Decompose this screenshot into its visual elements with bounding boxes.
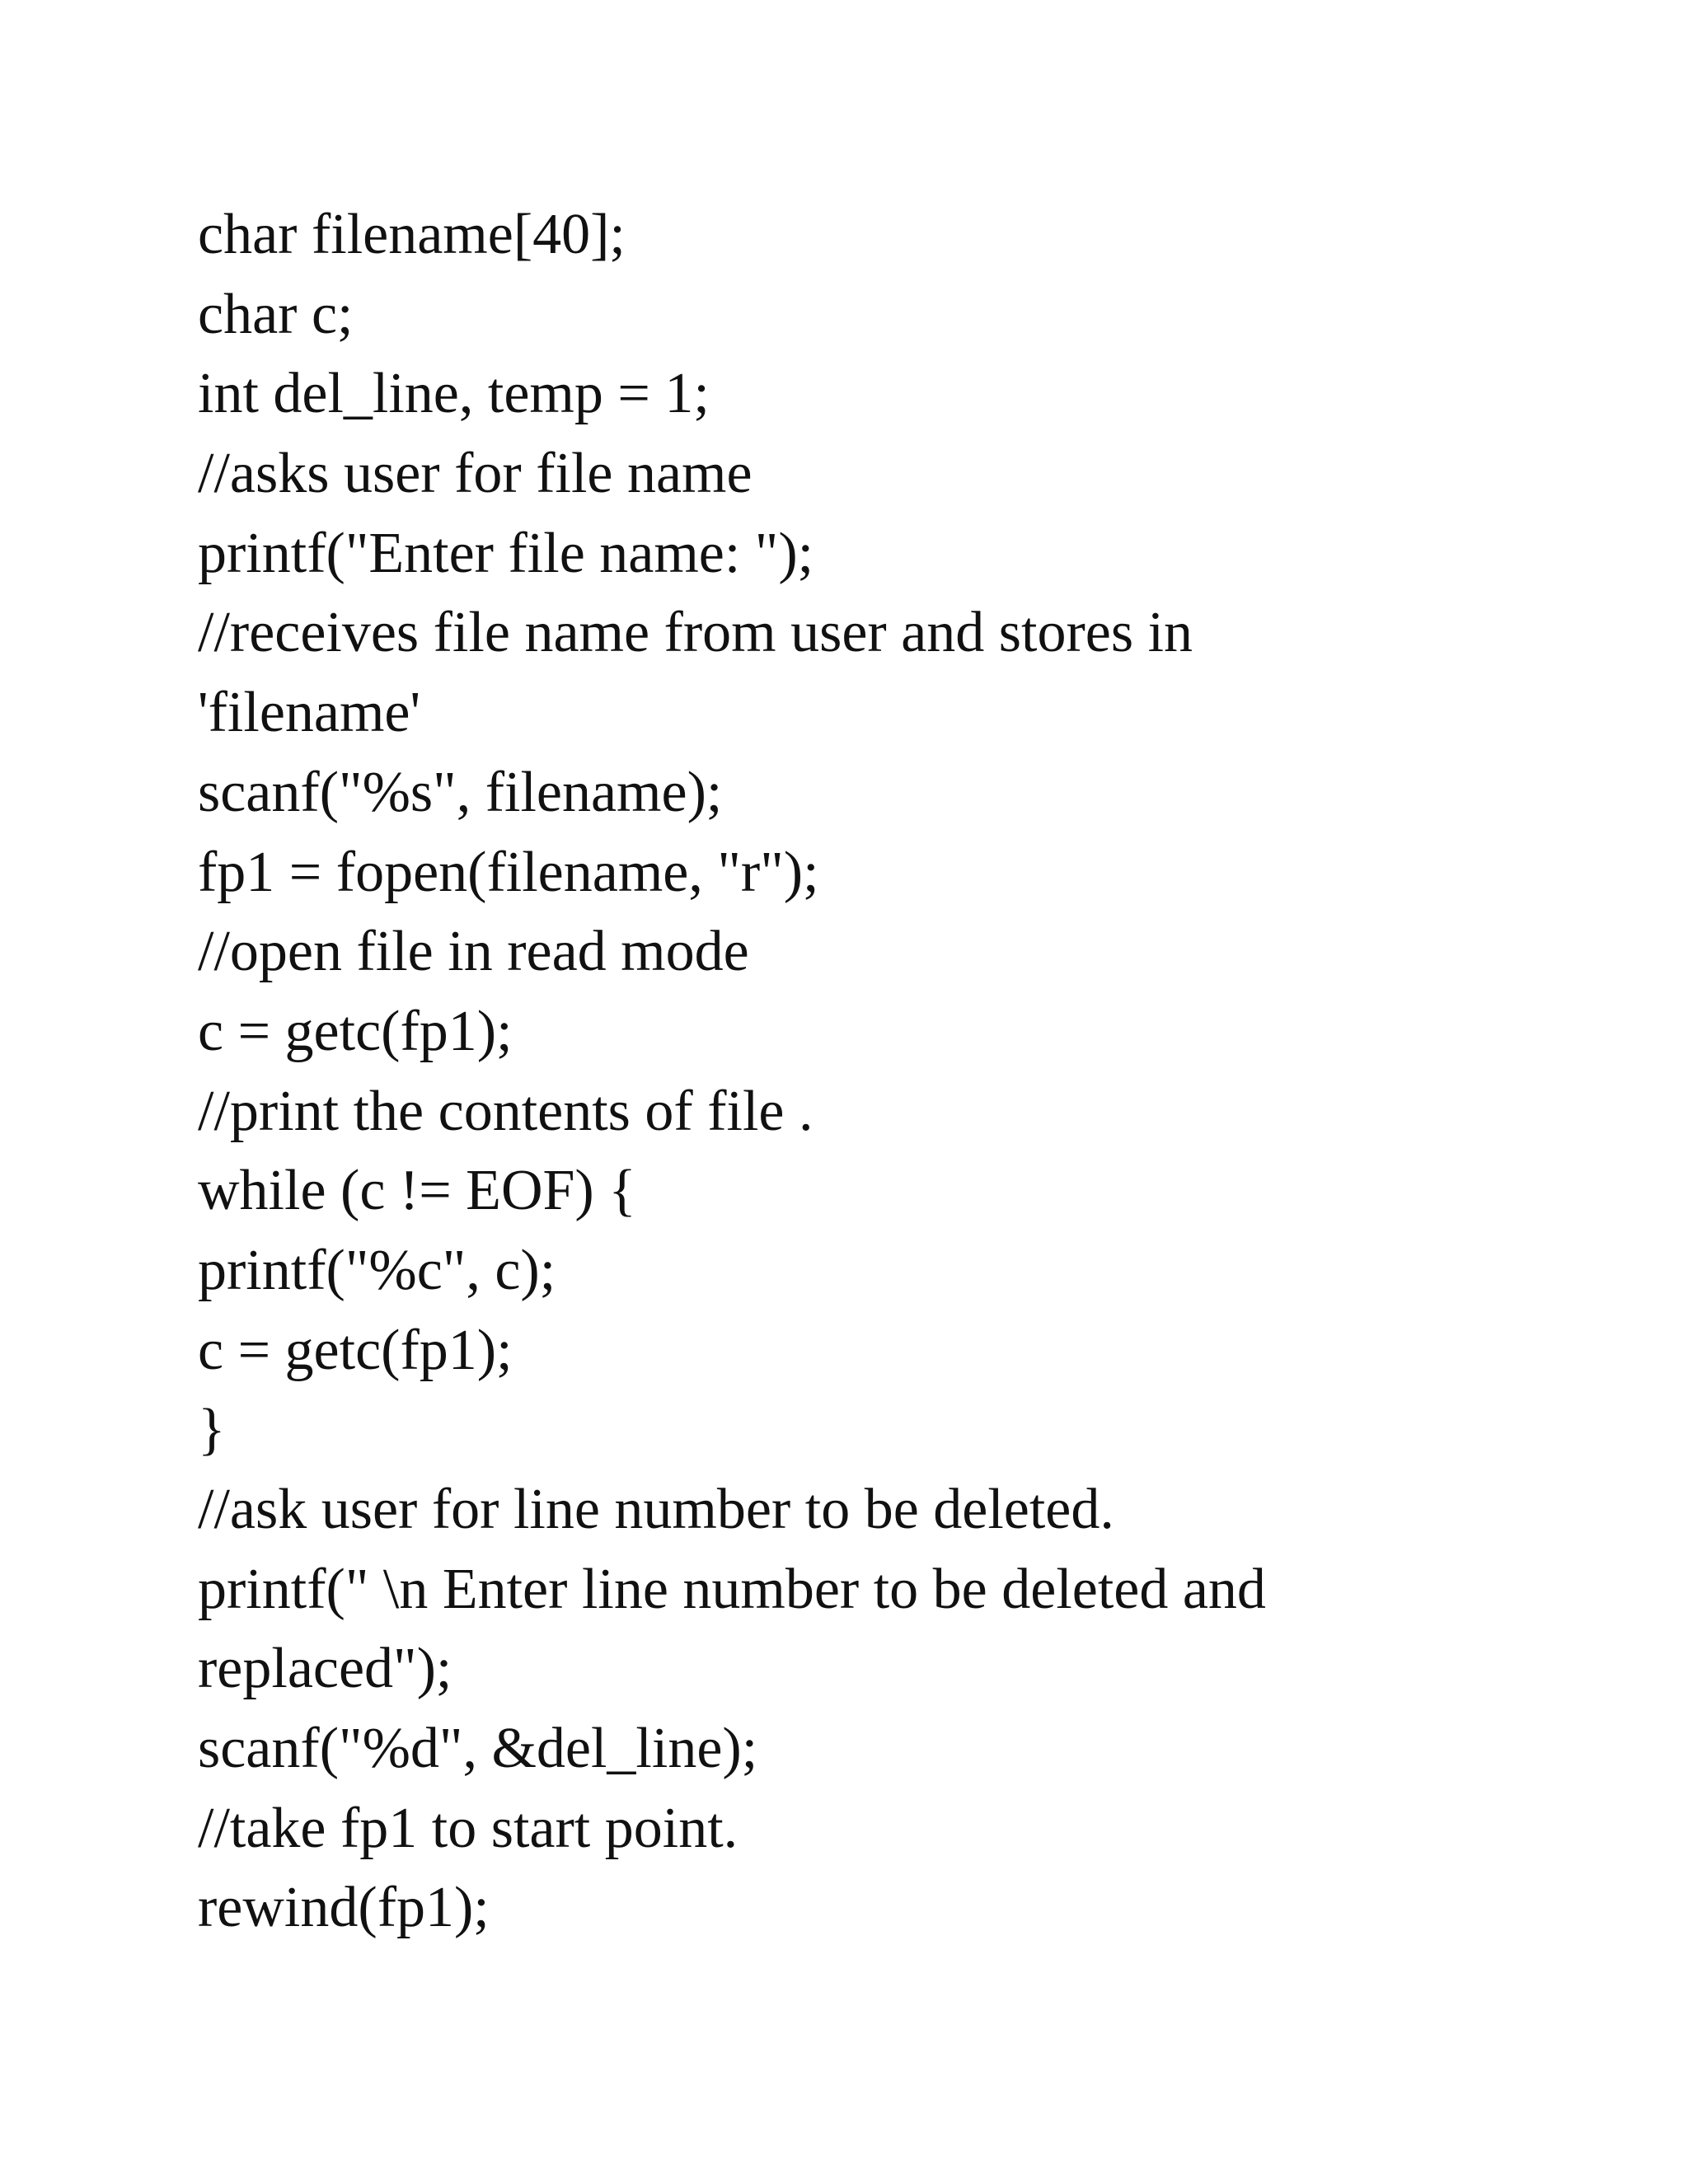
code-line: int del_line, temp = 1; bbox=[198, 362, 710, 426]
code-line: 'filename' bbox=[198, 681, 421, 745]
code-line: c = getc(fp1); bbox=[198, 1318, 513, 1382]
code-line: fp1 = fopen(filename, "r"); bbox=[198, 840, 819, 904]
code-line: while (c != EOF) { bbox=[198, 1159, 636, 1223]
code-line: scanf("%d", &del_line); bbox=[198, 1717, 758, 1781]
code-line: replaced"); bbox=[198, 1637, 452, 1701]
code-line: rewind(fp1); bbox=[198, 1876, 490, 1940]
code-line: scanf("%s", filename); bbox=[198, 760, 723, 824]
code-line: c = getc(fp1); bbox=[198, 999, 513, 1063]
code-line: char c; bbox=[198, 282, 354, 346]
code-comment-line: //print the contents of file . bbox=[198, 1079, 814, 1143]
code-line: } bbox=[198, 1398, 226, 1462]
code-comment-line: //asks user for file name bbox=[198, 442, 753, 506]
code-comment-line: //ask user for line number to be deleted. bbox=[198, 1478, 1114, 1541]
code-comment-line: //take fp1 to start point. bbox=[198, 1796, 738, 1860]
code-line: char filename[40]; bbox=[198, 203, 626, 266]
code-line: printf("Enter file name: "); bbox=[198, 521, 814, 585]
code-line: printf("%c", c); bbox=[198, 1238, 556, 1302]
code-line: printf(" \n Enter line number to be deleted and bbox=[198, 1557, 1266, 1621]
code-comment-line: //open file in read mode bbox=[198, 920, 749, 984]
code-text-block bbox=[198, 195, 1599, 1948]
code-comment-line: //receives file name from user and stores in bbox=[198, 601, 1193, 665]
